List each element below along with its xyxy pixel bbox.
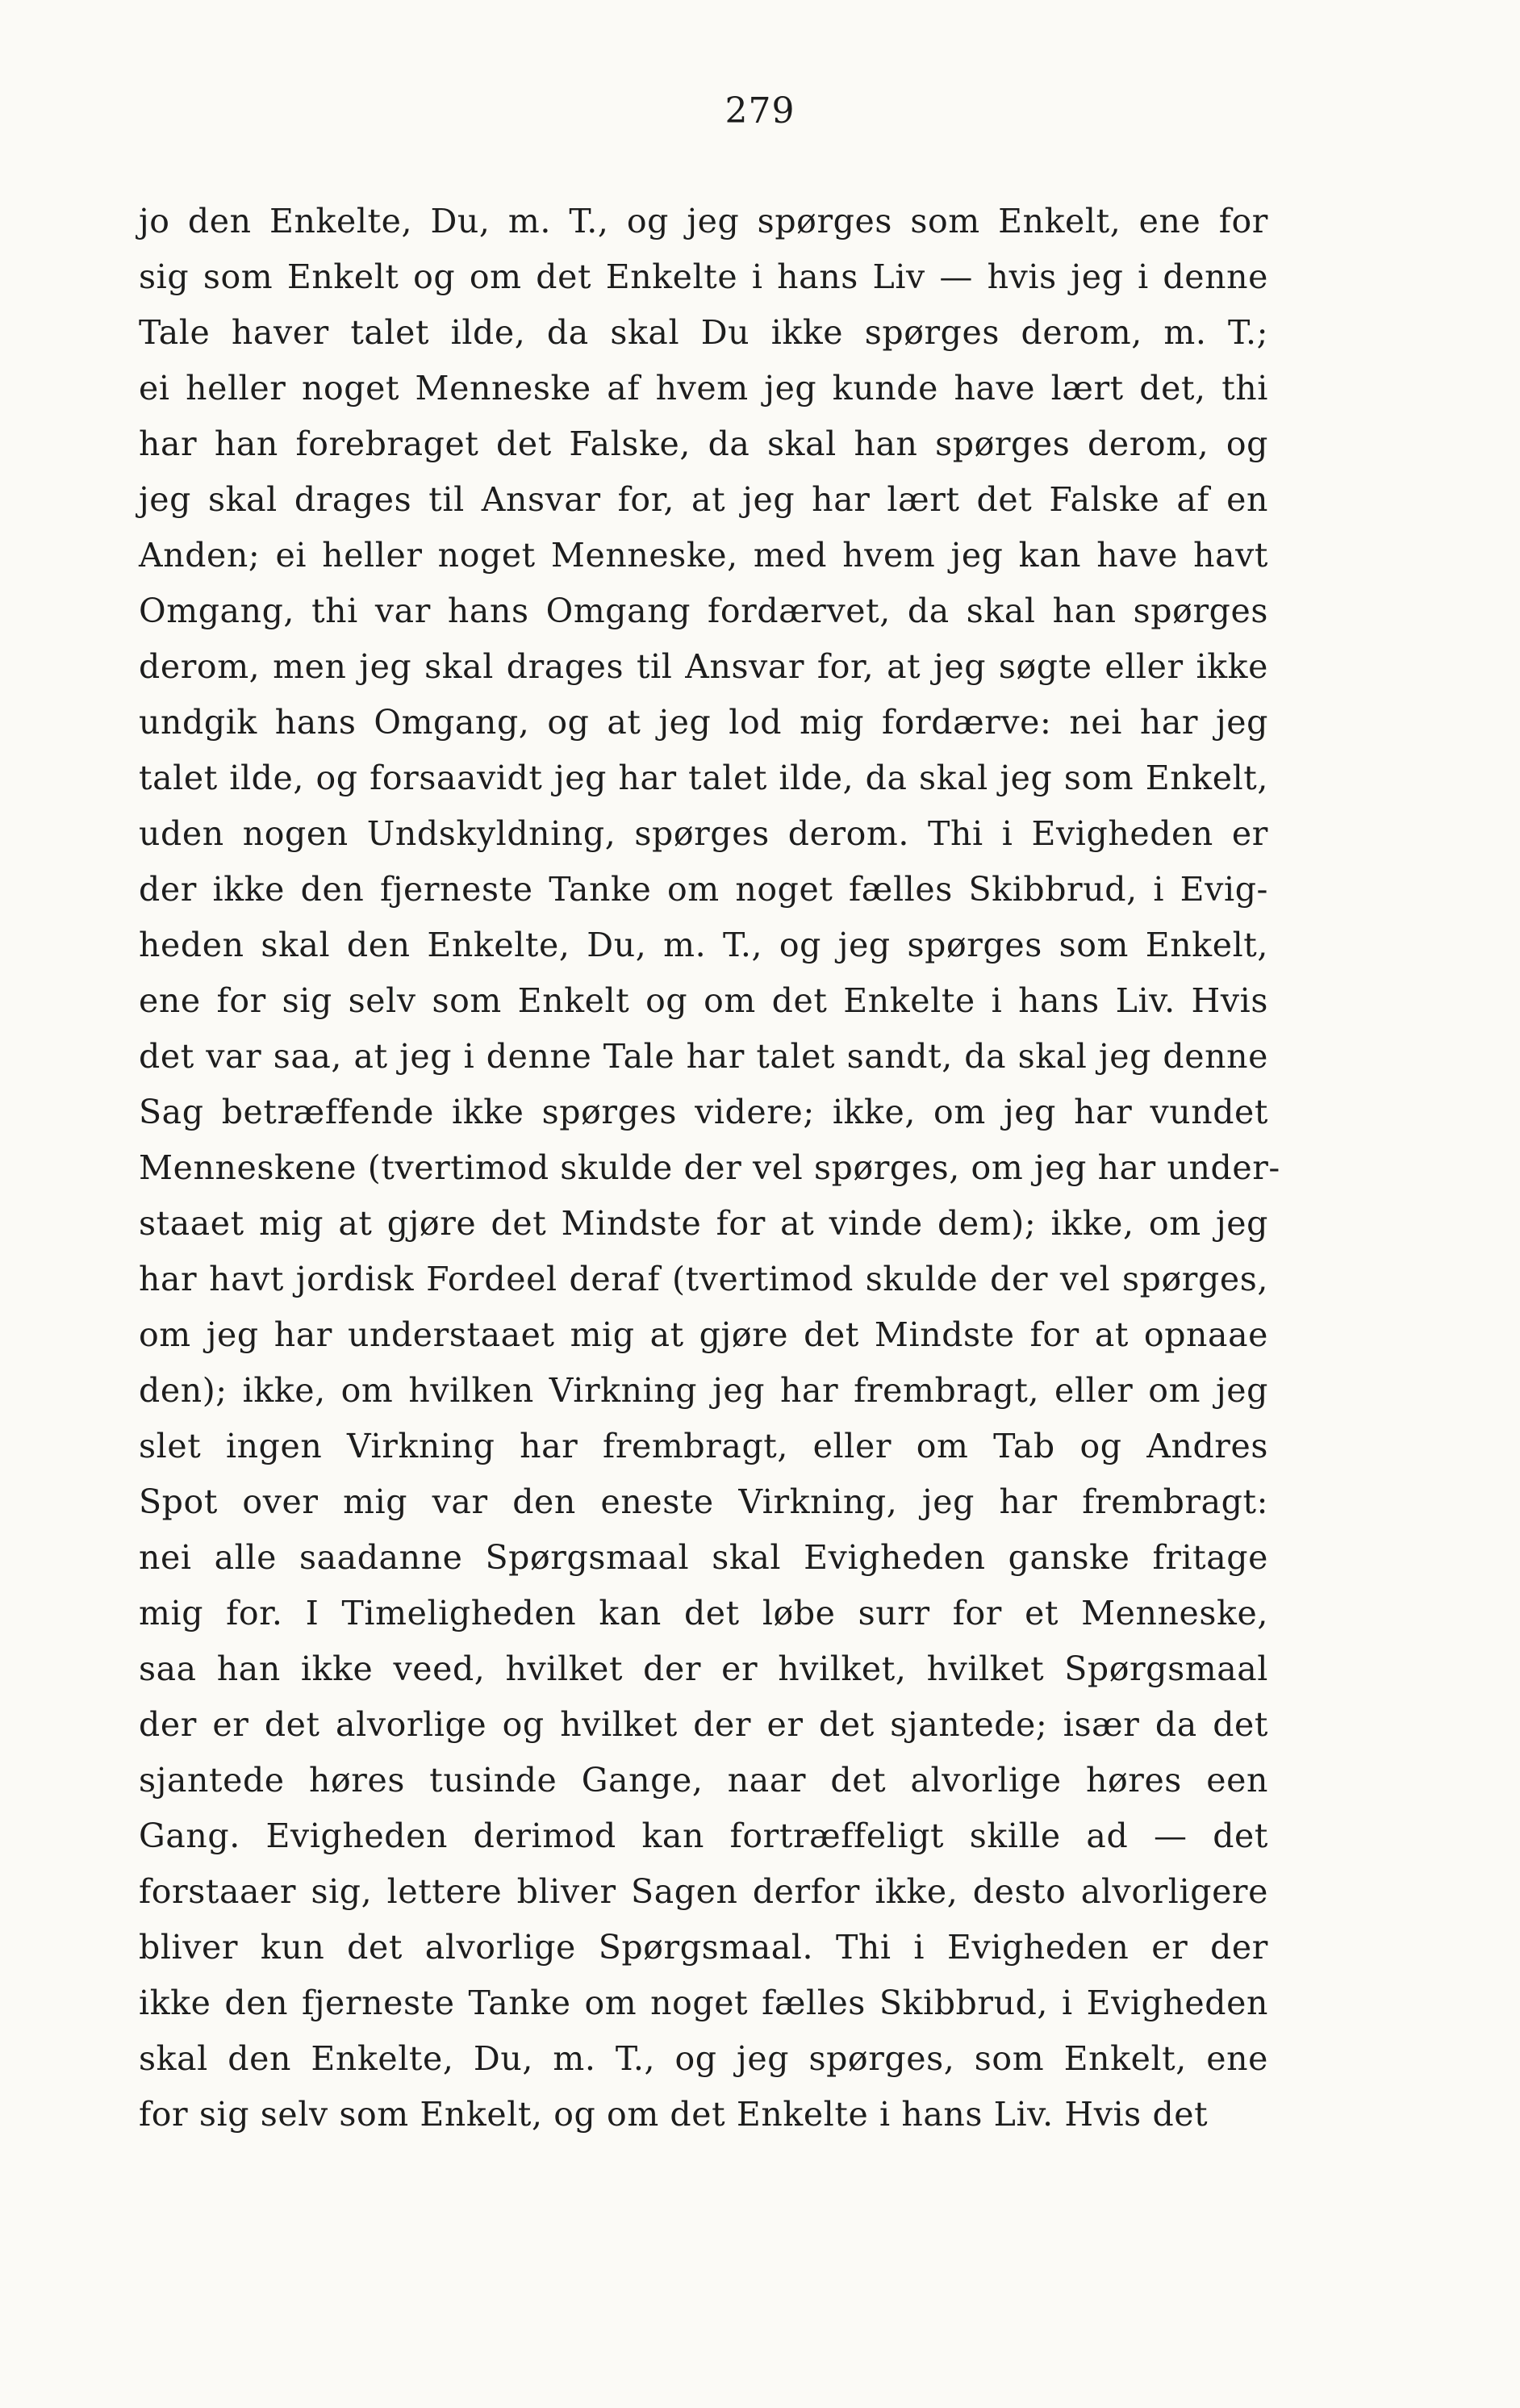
- text-line: Sag betræffende ikke spørges videre; ikke, om jeg har vundet: [139, 1093, 1268, 1131]
- text-line: har han forebraget det Falske, da skal han spørges derom, og: [139, 424, 1268, 463]
- text-line: derom, men jeg skal drages til Ansvar for, at jeg søgte eller ikke: [139, 647, 1268, 686]
- text-line: ene for sig selv som Enkelt og om det Enkelte i hans Liv. Hvis: [139, 981, 1268, 1020]
- text-line: om jeg har understaaet mig at gjøre det Mindste for at opnaae: [139, 1315, 1268, 1354]
- body-text: [139, 194, 1280, 2143]
- text-line: Gang. Evigheden derimod kan fortræffeligt skille ad — det: [139, 1816, 1268, 1855]
- text-line: slet ingen Virkning har frembragt, eller om Tab og Andres: [139, 1427, 1268, 1465]
- text-line: der ikke den fjerneste Tanke om noget fælles Skibbrud, i Evig-: [139, 870, 1268, 909]
- text-line: Menneskene (tvertimod skulde der vel spørges, om jeg har under-: [139, 1148, 1280, 1187]
- text-line: mig for. I Timeligheden kan det løbe surr for et Menneske,: [139, 1594, 1268, 1633]
- text-line: saa han ikke veed, hvilket der er hvilket, hvilket Spørgsmaal: [139, 1649, 1268, 1688]
- text-line: ei heller noget Menneske af hvem jeg kunde have lært det, thi: [139, 369, 1268, 408]
- text-line: for sig selv som Enkelt, og om det Enkelte i hans Liv. Hvis det: [139, 2095, 1209, 2134]
- text-line: Tale haver talet ilde, da skal Du ikke spørges derom, m. T.;: [139, 313, 1268, 352]
- text-line: ikke den fjerneste Tanke om noget fælles Skibbrud, i Evigheden: [139, 1984, 1268, 2022]
- text-line: sjantede høres tusinde Gange, naar det alvorlige høres een: [139, 1761, 1268, 1800]
- text-line: undgik hans Omgang, og at jeg lod mig fordærve: nei har jeg: [139, 703, 1268, 742]
- text-line: staaet mig at gjøre det Mindste for at vinde dem); ikke, om jeg: [139, 1204, 1268, 1243]
- text-line: Spot over mig var den eneste Virkning, jeg har frembragt:: [139, 1482, 1268, 1521]
- text-line: uden nogen Undskyldning, spørges derom. Thi i Evigheden er: [139, 814, 1268, 853]
- text-line: har havt jordisk Fordeel deraf (tvertimod skulde der vel spørges,: [139, 1260, 1268, 1298]
- text-line: heden skal den Enkelte, Du, m. T., og jeg spørges som Enkelt,: [139, 926, 1268, 964]
- text-line: Anden; ei heller noget Menneske, med hvem jeg kan have havt: [139, 536, 1268, 575]
- text-line: jeg skal drages til Ansvar for, at jeg har lært det Falske af en: [139, 480, 1268, 519]
- text-line: skal den Enkelte, Du, m. T., og jeg spørges, som Enkelt, ene: [139, 2039, 1268, 2078]
- text-line: forstaaer sig, lettere bliver Sagen derfor ikke, desto alvorligere: [139, 1872, 1268, 1911]
- text-line: sig som Enkelt og om det Enkelte i hans Liv — hvis jeg i denne: [139, 257, 1268, 296]
- text-line: bliver kun det alvorlige Spørgsmaal. Thi i Evigheden er der: [139, 1928, 1268, 1967]
- text-line: det var saa, at jeg i denne Tale har talet sandt, da skal jeg denne: [139, 1037, 1268, 1076]
- text-line: talet ilde, og forsaavidt jeg har talet ilde, da skal jeg som Enkelt,: [139, 759, 1268, 797]
- page-number: 279: [725, 90, 795, 132]
- text-line: nei alle saadanne Spørgsmaal skal Evigheden ganske fritage: [139, 1538, 1268, 1577]
- text-line: den); ikke, om hvilken Virkning jeg har frembragt, eller om jeg: [139, 1371, 1268, 1410]
- text-line: Omgang, thi var hans Omgang fordærvet, da skal han spørges: [139, 592, 1268, 630]
- text-line: jo den Enkelte, Du, m. T., og jeg spørges som Enkelt, ene for: [139, 202, 1268, 240]
- text-line: der er det alvorlige og hvilket der er det sjantede; især da det: [139, 1705, 1268, 1744]
